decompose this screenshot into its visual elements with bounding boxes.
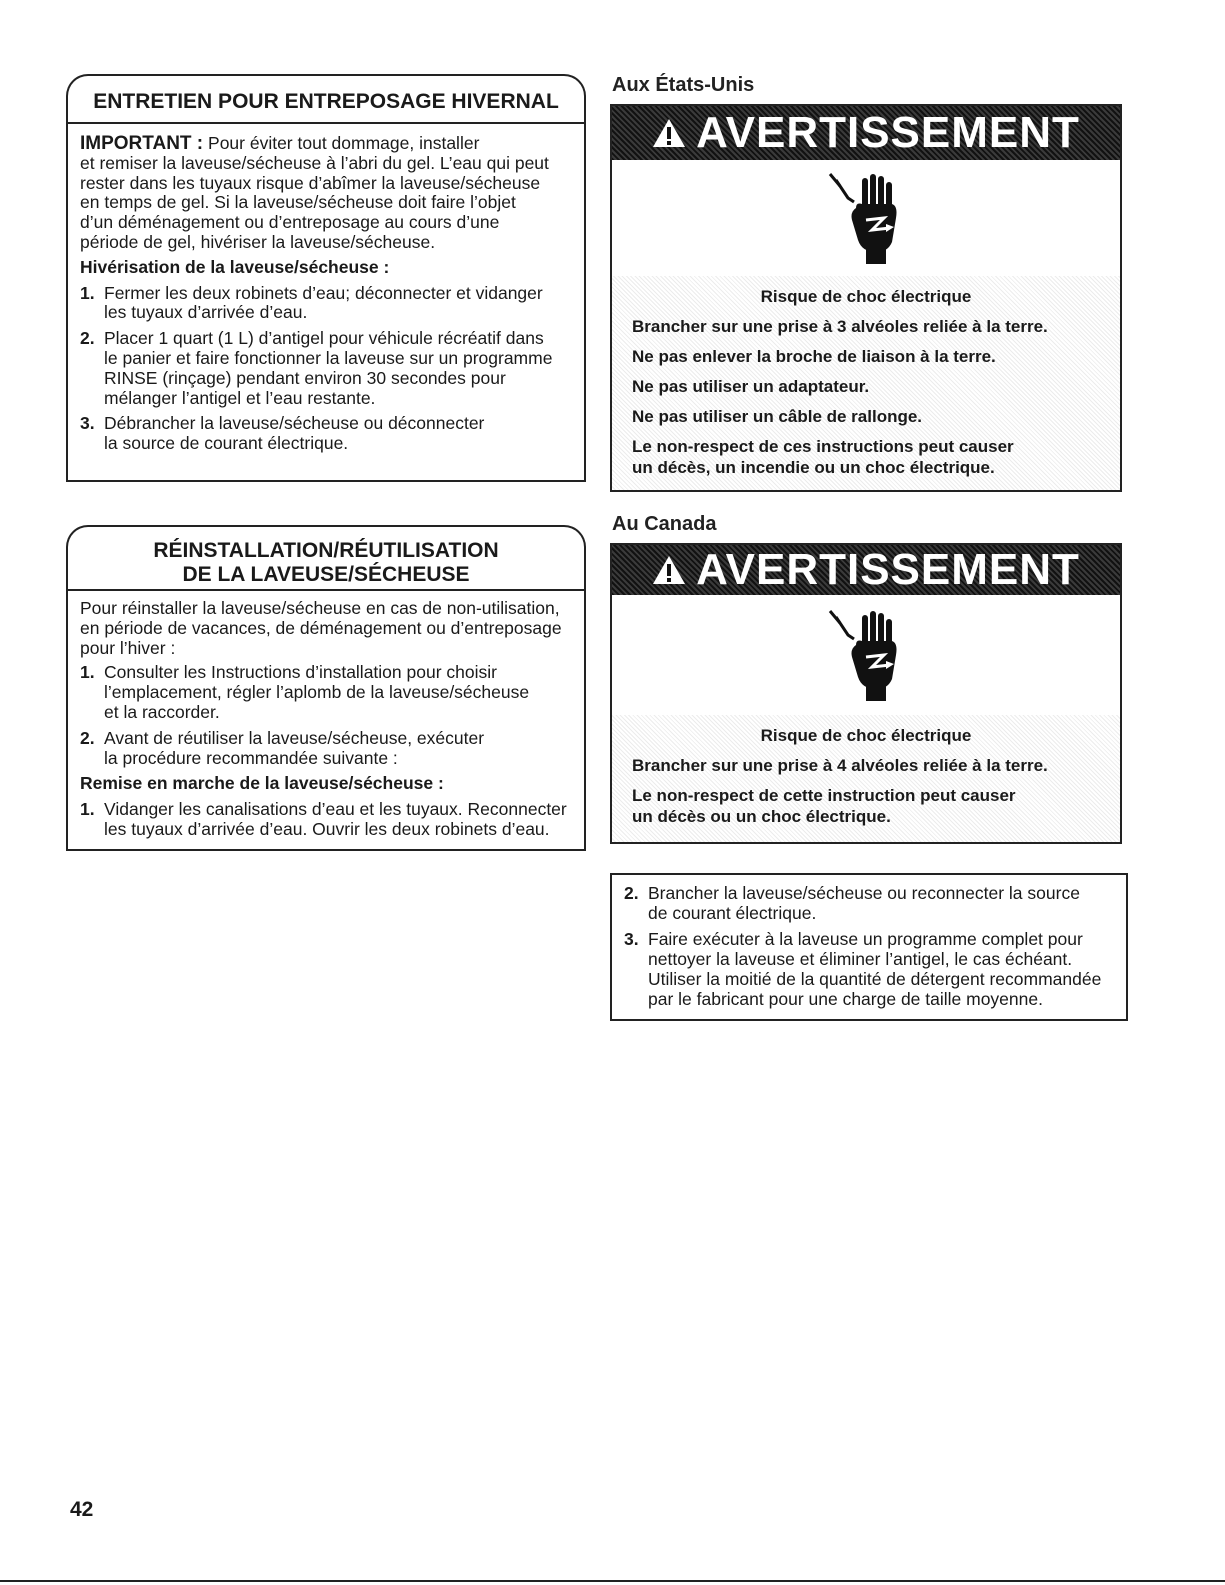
risk-title: Risque de choc électrique xyxy=(760,287,972,306)
reinstall-steps xyxy=(80,663,574,768)
winter-intro-line: rester dans les tuyaux risque d’abîmer la laveuse/sécheuse xyxy=(80,172,541,193)
list-item: 2. Brancher la laveuse/sécheuse ou reconnecter la source de courant électrique. xyxy=(624,883,1080,923)
winter-intro-line: et remiser la laveuse/sécheuse à l’abri du gel. L’eau qui peut xyxy=(80,152,549,173)
warning-heading: AVERTISSEMENT xyxy=(696,545,1080,594)
winterizing-steps xyxy=(80,284,574,454)
bottom-rule xyxy=(0,1580,1225,1582)
winter-section-body xyxy=(80,134,574,460)
warning-heading: AVERTISSEMENT xyxy=(696,108,1080,157)
shock-icon-area xyxy=(612,160,1120,278)
warning-line: Ne pas enlever la broche de liaison à la terre. xyxy=(632,347,996,366)
shock-icon-area xyxy=(612,595,1120,717)
list-item: 3. Débrancher la laveuse/sécheuse ou déconnecter la source de courant électrique. xyxy=(80,413,485,454)
warning-triangle-icon xyxy=(652,555,686,585)
restart-continued-steps xyxy=(624,883,1114,1009)
reinstall-section xyxy=(66,589,586,851)
reinstall-intro: Pour réinstaller la laveuse/sécheuse en cas de non-utilisation, en période de vacances, de déménagement ou d’entreposage pour l’hiver : xyxy=(80,598,562,658)
reinstall-section-body xyxy=(80,599,574,846)
winter-section-tab xyxy=(66,74,586,124)
winter-intro-line: d’un déménagement ou d’entreposage au cours d’une xyxy=(80,212,500,233)
page-number: 42 xyxy=(70,1498,94,1521)
list-item: 3. Faire exécuter à la laveuse un programme complet pour nettoyer la laveuse et éliminer l’antigel, le cas échéant. Utiliser la moitié de la quantité de détergent recommandée par le fabricant pour une charge de taille moyenne. xyxy=(624,929,1102,1009)
winter-intro-line: période de gel, hivériser la laveuse/sécheuse. xyxy=(80,231,436,252)
important-label: IMPORTANT : xyxy=(80,133,204,154)
warning-line: Brancher sur une prise à 4 alvéoles reliée à la terre. xyxy=(632,756,1048,775)
region-label-us: Aux États-Unis xyxy=(612,74,755,96)
warning-line: Brancher sur une prise à 3 alvéoles reliée à la terre. xyxy=(632,317,1048,336)
electric-shock-hand-icon xyxy=(826,168,906,268)
winterizing-subheading: Hivérisation de la laveuse/sécheuse : xyxy=(80,256,390,277)
warning-header xyxy=(612,106,1120,160)
risk-title: Risque de choc électrique xyxy=(760,726,972,745)
region-label-canada: Au Canada xyxy=(612,513,717,535)
warning-line: Ne pas utiliser un câble de rallonge. xyxy=(632,407,923,426)
list-item: 1. Fermer les deux robinets d’eau; déconnecter et vidanger les tuyaux d’arrivée d’eau. xyxy=(80,282,543,323)
restart-subheading: Remise en marche de la laveuse/sécheuse : xyxy=(80,773,444,794)
warning-triangle-icon xyxy=(652,118,686,148)
list-item: 2. Avant de réutiliser la laveuse/sécheuse, exécuter la procédure recommandée suivante : xyxy=(80,727,485,768)
winter-intro-line: en temps de gel. Si la laveuse/sécheuse doit faire l’objet xyxy=(80,192,516,213)
warning-line: Le non-respect de ces instructions peut causer un décès, un incendie ou un choc électrique. xyxy=(632,437,1014,477)
important-text: Pour éviter tout dommage, installer xyxy=(208,133,480,153)
winter-section-title: ENTRETIEN POUR ENTREPOSAGE HIVERNAL xyxy=(93,90,559,113)
list-item: 2. Placer 1 quart (1 L) d’antigel pour véhicule récréatif dans le panier et faire fonctionner la laveuse sur un programme RINSE (rinçage) pendant environ 30 secondes pour mélanger l’antigel et l’eau restante. xyxy=(80,328,553,408)
warning-header xyxy=(612,545,1120,595)
restart-steps xyxy=(80,800,574,840)
reinstall-section-tab xyxy=(66,525,586,591)
warning-message xyxy=(612,276,1120,490)
restart-continued-box xyxy=(610,873,1128,1021)
list-item: 1. Consulter les Instructions d’installation pour choisir l’emplacement, régler l’aplomb de la laveuse/sécheuse et la raccorder. xyxy=(80,662,530,722)
warning-line: Le non-respect de cette instruction peut causer un décès ou un choc électrique. xyxy=(632,786,1016,826)
warning-line: Ne pas utiliser un adaptateur. xyxy=(632,377,870,396)
warning-message xyxy=(612,715,1120,842)
winter-intro xyxy=(80,134,574,253)
warning-panel-canada xyxy=(610,543,1122,844)
list-item: 1. Vidanger les canalisations d’eau et les tuyaux. Reconnecter les tuyaux d’arrivée d’eau. Ouvrir les deux robinets d’eau. xyxy=(80,799,567,839)
electric-shock-hand-icon xyxy=(826,605,906,705)
warning-panel-us xyxy=(610,104,1122,492)
winter-section xyxy=(66,122,586,482)
reinstall-title-line1: RÉINSTALLATION/RÉUTILISATION xyxy=(153,539,499,562)
reinstall-title-line2: DE LA LAVEUSE/SÉCHEUSE xyxy=(182,563,470,586)
